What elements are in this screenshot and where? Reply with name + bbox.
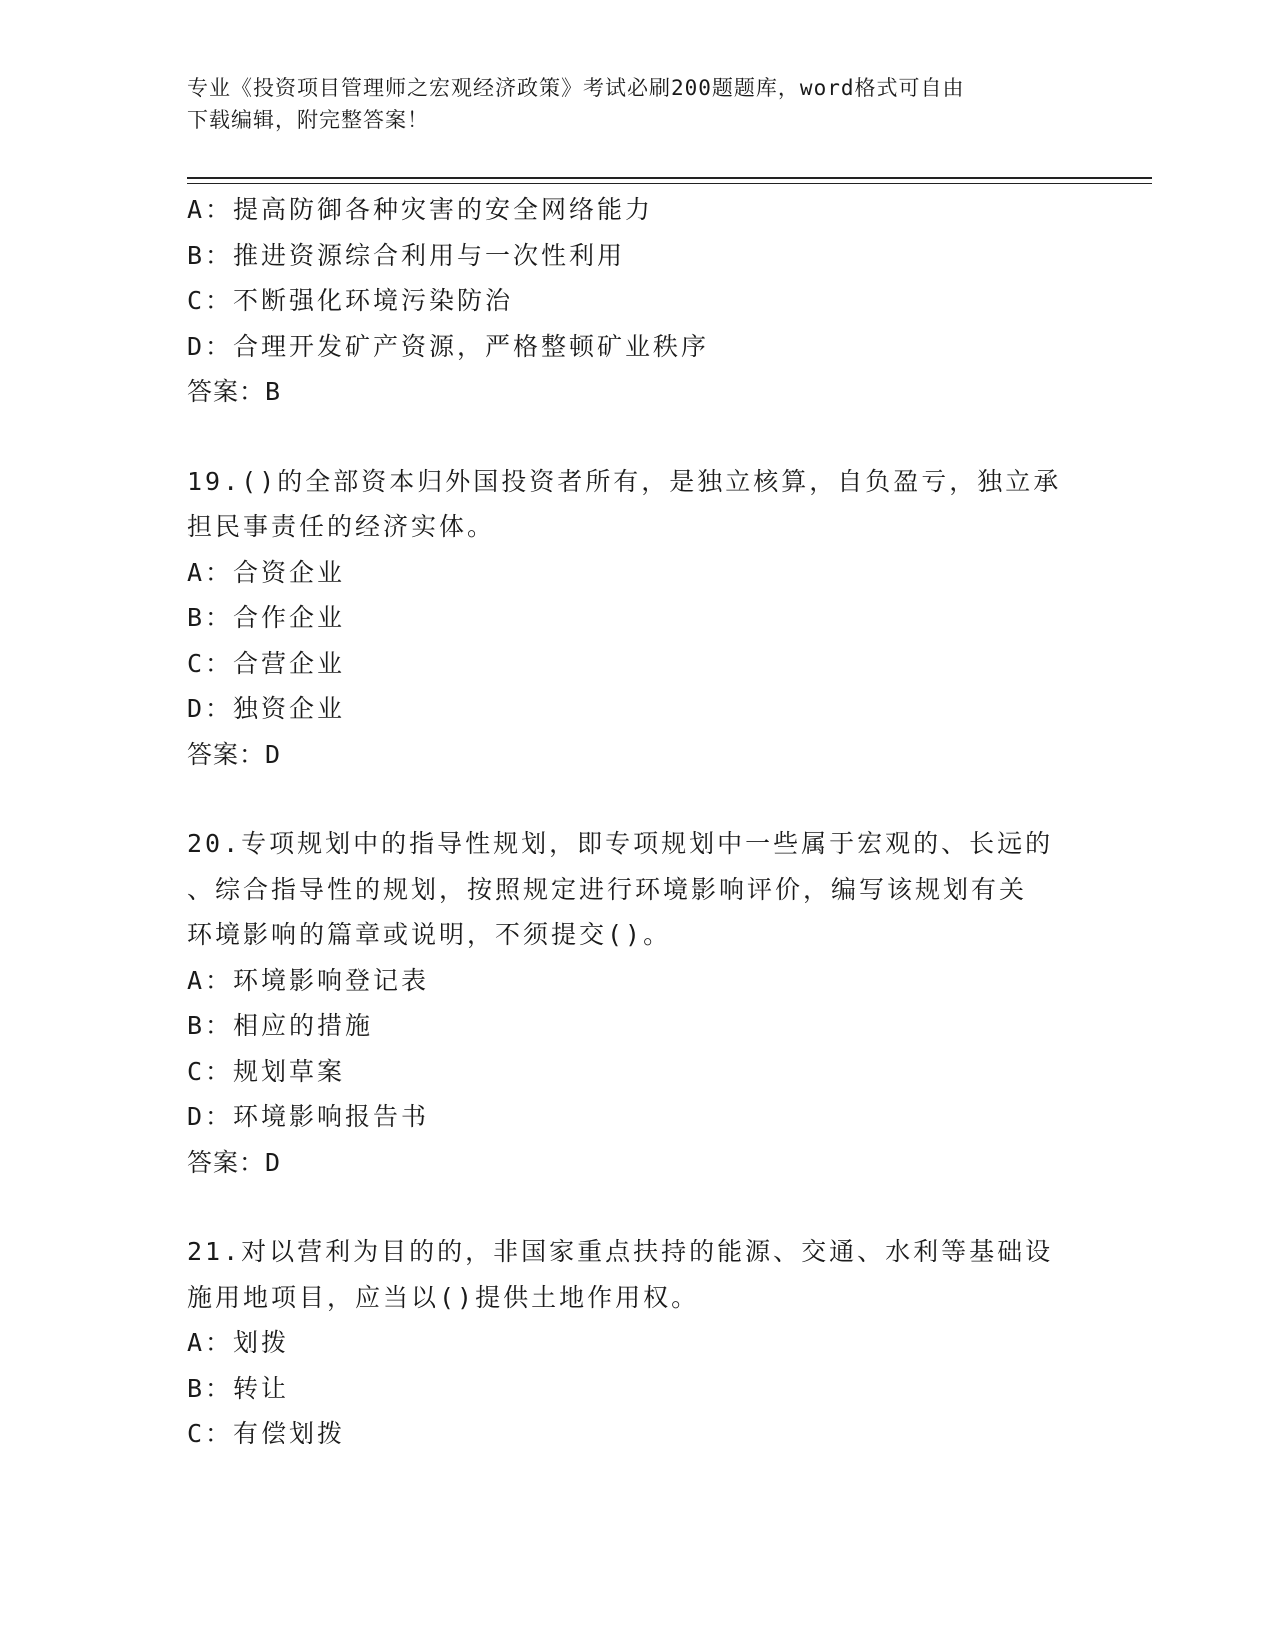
option-a: A：提高防御各种灾害的安全网络能力: [187, 195, 654, 224]
option-c: C：合营企业: [187, 648, 346, 678]
header-divider-thick: [187, 177, 1152, 179]
answer: 答案：D: [187, 739, 282, 769]
option-c: C：规划草案: [187, 1056, 346, 1086]
answer: 答案：D: [187, 1147, 282, 1177]
header-line-2: 下载编辑，附完整答案！: [187, 108, 429, 132]
option-b: B：合作企业: [187, 603, 346, 632]
header-line-1: 专业《投资项目管理师之宏观经济政策》考试必刷200题题库，word格式可自由: [187, 76, 965, 100]
question-list: [187, 187, 1087, 1457]
option-a: A：划拨: [187, 1328, 290, 1357]
question-21: [187, 1229, 1087, 1457]
option-b: B：推进资源综合利用与一次性利用: [187, 240, 626, 270]
option-a: A：合资企业: [187, 557, 346, 587]
option-a: A：环境影响登记表: [187, 965, 430, 995]
question-text-line: 、综合指导性的规划，按照规定进行环境影响评价，编写该规划有关: [187, 874, 1028, 904]
question-text-line: 担民事责任的经济实体。: [187, 512, 496, 541]
question-text-line: 20.专项规划中的指导性规划，即专项规划中一些属于宏观的、长远的: [187, 829, 1054, 858]
spacer: [187, 1185, 1087, 1229]
option-c: C：不断强化环境污染防治: [187, 286, 514, 315]
question-20: [187, 821, 1087, 1185]
question-text-line: 21.对以营利为目的的，非国家重点扶持的能源、交通、水利等基础设: [187, 1237, 1054, 1266]
spacer: [187, 415, 1087, 459]
option-d: D：合理开发矿产资源，严格整顿矿业秩序: [187, 331, 710, 361]
option-d: D：独资企业: [187, 694, 346, 723]
option-b: B：相应的措施: [187, 1011, 374, 1040]
question-19: [187, 459, 1087, 778]
header-divider-thin: [187, 183, 1152, 184]
question-text-line: 施用地项目，应当以()提供土地作用权。: [187, 1282, 700, 1312]
option-c: C：有偿划拨: [187, 1419, 346, 1448]
answer: 答案：B: [187, 377, 282, 406]
spacer: [187, 777, 1087, 821]
question-text-line: 19.()的全部资本归外国投资者所有，是独立核算，自负盈亏，独立承: [187, 466, 1062, 496]
question-18: [187, 187, 1087, 415]
option-d: D：环境影响报告书: [187, 1102, 430, 1131]
option-b: B：转让: [187, 1373, 290, 1403]
question-text-line: 环境影响的篇章或说明，不须提交()。: [187, 920, 672, 949]
page-header: [187, 72, 1067, 136]
